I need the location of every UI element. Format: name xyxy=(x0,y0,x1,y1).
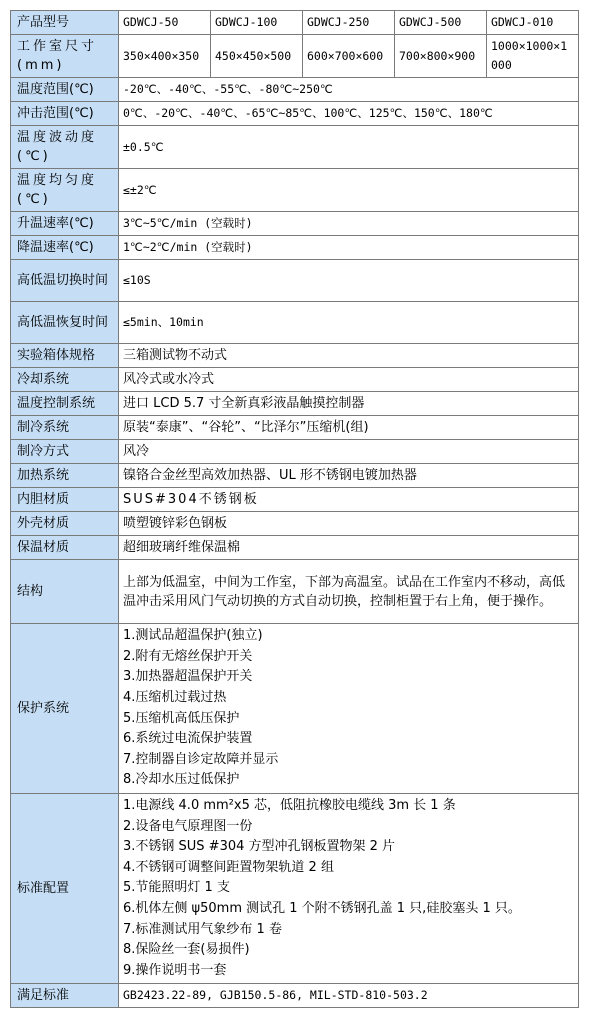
row-box-spec xyxy=(11,344,579,368)
row-cooling-system xyxy=(11,368,579,392)
value-temp-uniformity: ≤±2℃ xyxy=(119,169,579,212)
protection-list xyxy=(119,624,579,794)
row-standard-config xyxy=(11,794,579,984)
label-standard-config: 标准配置 xyxy=(11,794,119,984)
row-temp-fluctuation xyxy=(11,126,579,169)
label-model: 产品型号 xyxy=(11,11,119,35)
list-item: 2.附有无熔丝保护开关 xyxy=(123,648,253,664)
row-insulation-material xyxy=(11,536,579,560)
label-heating-system: 加热系统 xyxy=(11,464,119,488)
list-item: 1.电源线 4.0 mm²x5 芯，低阻抗橡胶电缆线 3m 长 1 条 xyxy=(123,798,456,813)
label-recovery-time: 高低温恢复时间 xyxy=(11,302,119,344)
row-standards xyxy=(11,984,579,1008)
list-item: 6.机体左侧 ψ50mm 测试孔 1 个附不锈钢孔盖 1 只,硅胶塞头 1 只。 xyxy=(123,900,521,916)
value-structure: 上部为低温室，中间为工作室，下部为高温室。试品在工作室内不移动，高低温冲击采用风门气动切换的方式自动切换，控制柜置于右上角，便于操作。 xyxy=(119,560,579,624)
value-heating-rate: 3℃~5℃/min (空载时) xyxy=(119,212,579,236)
value-temp-control: 进口 LCD 5.7 寸全新真彩液晶触摸控制器 xyxy=(119,392,579,416)
value-standards: GB2423.22-89, GJB150.5-86, MIL-STD-810-503.2 xyxy=(119,984,579,1008)
label-insulation-material: 保温材质 xyxy=(11,536,119,560)
label-structure: 结构 xyxy=(11,560,119,624)
list-item: 2.设备电气原理图一份 xyxy=(123,818,253,834)
row-refrigeration-system xyxy=(11,416,579,440)
row-heating-rate xyxy=(11,212,579,236)
list-item: 6.系统过电流保护装置 xyxy=(123,731,253,747)
value-shock-range: 0℃、-20℃、-40℃、-65℃~85℃、100℃、125℃、150℃、180℃ xyxy=(119,102,579,126)
value-temp-range: -20℃、-40℃、-55℃、-80℃~250℃ xyxy=(119,78,579,102)
value-recovery-time: ≤5min、10min xyxy=(119,302,579,344)
standard-config-list xyxy=(119,794,579,984)
spec-table xyxy=(10,10,579,1008)
row-recovery-time xyxy=(11,302,579,344)
size-5: 1000×1000×1000 xyxy=(487,35,579,78)
label-shell-material: 外壳材质 xyxy=(11,512,119,536)
label-refrigeration-method: 制冷方式 xyxy=(11,440,119,464)
list-item: 8.冷却水压过低保护 xyxy=(123,772,240,788)
row-model xyxy=(11,11,579,35)
row-liner-material xyxy=(11,488,579,512)
model-4: GDWCJ-500 xyxy=(395,11,487,35)
label-switch-time: 高低温切换时间 xyxy=(11,260,119,302)
label-cooling-system: 冷却系统 xyxy=(11,368,119,392)
label-temp-uniformity: 温度均匀度(℃) xyxy=(11,169,119,212)
value-temp-fluctuation: ±0.5℃ xyxy=(119,126,579,169)
list-item: 4.压缩机过载过热 xyxy=(123,689,227,705)
value-refrigeration-system: 原装“泰康”、“谷轮”、“比泽尔”压缩机(组) xyxy=(119,416,579,440)
list-item: 1.测试品超温保护(独立) xyxy=(123,628,263,644)
model-3: GDWCJ-250 xyxy=(303,11,395,35)
label-heating-rate: 升温速率(℃) xyxy=(11,212,119,236)
row-temp-uniformity xyxy=(11,169,579,212)
list-item: 7.标准测试用气象纱布 1 卷 xyxy=(123,921,282,937)
row-refrigeration-method xyxy=(11,440,579,464)
label-temp-fluctuation: 温度波动度(℃) xyxy=(11,126,119,169)
list-item: 3.加热器超温保护开关 xyxy=(123,669,253,685)
value-switch-time: ≤10S xyxy=(119,260,579,302)
row-chamber-size xyxy=(11,35,579,78)
label-standards: 满足标准 xyxy=(11,984,119,1008)
list-item: 7.控制器自诊定故障并显示 xyxy=(123,751,279,767)
list-item: 4.不锈钢可调整间距置物架轨道 2 组 xyxy=(123,859,334,875)
row-shock-range xyxy=(11,102,579,126)
model-1: GDWCJ-50 xyxy=(119,11,211,35)
label-protection: 保护系统 xyxy=(11,624,119,794)
label-temp-control: 温度控制系统 xyxy=(11,392,119,416)
list-item: 8.保险丝一套(易损件) xyxy=(123,942,250,958)
list-item: 3.不锈钢 SUS #304 方型冲孔钢板置物架 2 片 xyxy=(123,839,396,855)
row-switch-time xyxy=(11,260,579,302)
row-shell-material xyxy=(11,512,579,536)
size-1: 350×400×350 xyxy=(119,35,211,78)
label-liner-material: 内胆材质 xyxy=(11,488,119,512)
value-cooling-rate: 1℃~2℃/min (空载时) xyxy=(119,236,579,260)
size-2: 450×450×500 xyxy=(211,35,303,78)
row-temp-range xyxy=(11,78,579,102)
row-cooling-rate xyxy=(11,236,579,260)
value-heating-system: 镍铬合金丝型高效加热器、UL 形不锈钢电镀加热器 xyxy=(119,464,579,488)
value-refrigeration-method: 风冷 xyxy=(119,440,579,464)
size-4: 700×800×900 xyxy=(395,35,487,78)
row-structure xyxy=(11,560,579,624)
value-cooling-system: 风冷式或水冷式 xyxy=(119,368,579,392)
row-temp-control xyxy=(11,392,579,416)
value-box-spec: 三箱测试物不动式 xyxy=(119,344,579,368)
label-temp-range: 温度范围(℃) xyxy=(11,78,119,102)
row-heating-system xyxy=(11,464,579,488)
list-item: 5.节能照明灯 1 支 xyxy=(123,880,230,896)
model-2: GDWCJ-100 xyxy=(211,11,303,35)
value-shell-material: 喷塑镀锌彩色钢板 xyxy=(119,512,579,536)
label-refrigeration-system: 制冷系统 xyxy=(11,416,119,440)
value-liner-material: SUS#304不锈钢板 xyxy=(119,488,579,512)
row-protection xyxy=(11,624,579,794)
label-shock-range: 冲击范围(℃) xyxy=(11,102,119,126)
list-item: 5.压缩机高低压保护 xyxy=(123,710,240,726)
value-insulation-material: 超细玻璃纤维保温棉 xyxy=(119,536,579,560)
label-box-spec: 实验箱体规格 xyxy=(11,344,119,368)
size-3: 600×700×600 xyxy=(303,35,395,78)
label-cooling-rate: 降温速率(℃) xyxy=(11,236,119,260)
label-chamber-size: 工作室尺寸(mm) xyxy=(11,35,119,78)
model-5: GDWCJ-010 xyxy=(487,11,579,35)
list-item: 9.操作说明书一套 xyxy=(123,962,227,978)
